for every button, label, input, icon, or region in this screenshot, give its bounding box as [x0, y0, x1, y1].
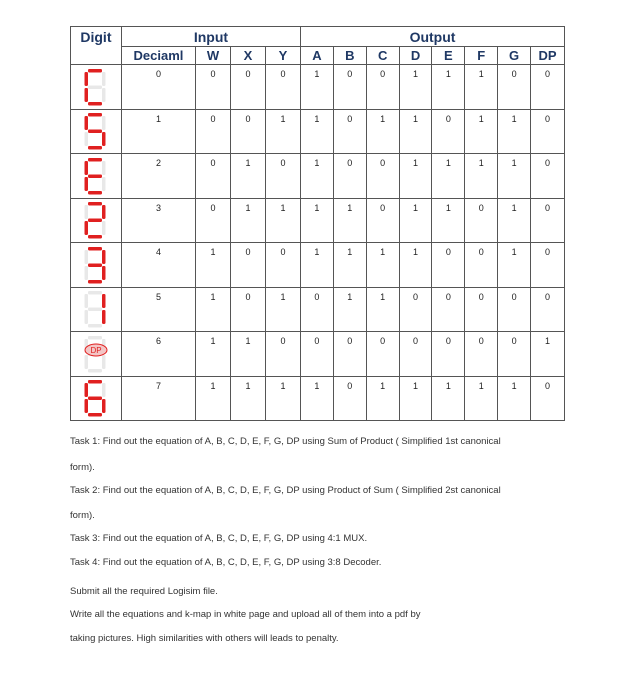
col-header-y: Y: [266, 47, 301, 65]
e-cell: 1: [432, 198, 465, 243]
dp-cell: 0: [531, 109, 565, 154]
col-header-g: G: [498, 47, 531, 65]
x-cell: 1: [231, 376, 266, 421]
e-cell: 0: [432, 287, 465, 332]
y-cell: 0: [266, 332, 301, 377]
segment-b: [102, 205, 106, 219]
segment-c: [102, 310, 106, 324]
f-cell: 1: [465, 65, 498, 110]
c-cell: 1: [366, 287, 399, 332]
g-cell: 0: [498, 332, 531, 377]
g-cell: 1: [498, 109, 531, 154]
g-cell: 0: [498, 287, 531, 332]
dp-cell: 0: [531, 376, 565, 421]
segment-d: [88, 369, 102, 373]
segment-a: [88, 202, 102, 206]
a-cell: 1: [301, 198, 334, 243]
segment-a: [88, 113, 102, 117]
segment-g: [88, 130, 102, 134]
w-cell: 1: [196, 287, 231, 332]
col-header-d: D: [399, 47, 432, 65]
col-header-c: C: [366, 47, 399, 65]
task-line: Task 1: Find out the equation of A, B, C, D, E, F, G, DP using Sum of Product ( Simplified 1st canonical: [70, 436, 501, 447]
digit-svg: [84, 156, 108, 196]
a-cell: 1: [301, 65, 334, 110]
segment-e: [84, 132, 88, 146]
b-cell: 0: [333, 376, 366, 421]
f-cell: 0: [465, 287, 498, 332]
segment-a: [88, 380, 102, 384]
task-line: Task 2: Find out the equation of A, B, C, D, E, F, G, DP using Product of Sum ( Simplified 2st canonical: [70, 485, 501, 496]
segment-f: [84, 72, 88, 86]
segment-f: [84, 116, 88, 130]
segment-c: [102, 266, 106, 280]
w-cell: 0: [196, 154, 231, 199]
a-cell: 0: [301, 287, 334, 332]
f-cell: 0: [465, 198, 498, 243]
b-cell: 0: [333, 154, 366, 199]
seven-segment-digit: [71, 109, 122, 154]
table-row: [71, 287, 565, 332]
b-cell: 1: [333, 243, 366, 288]
segment-b: [102, 294, 106, 308]
dp-cell: 0: [531, 65, 565, 110]
segment-b: [102, 383, 106, 397]
e-cell: 0: [432, 332, 465, 377]
col-header-f: F: [465, 47, 498, 65]
y-cell: 1: [266, 287, 301, 332]
d-cell: 0: [399, 287, 432, 332]
decimal-cell: 0: [121, 65, 195, 110]
w-cell: 0: [196, 109, 231, 154]
c-cell: 0: [366, 332, 399, 377]
e-cell: 0: [432, 109, 465, 154]
segment-g: [88, 85, 102, 89]
y-cell: 1: [266, 109, 301, 154]
segment-c: [102, 177, 106, 191]
f-cell: 1: [465, 109, 498, 154]
segment-a: [88, 69, 102, 73]
g-cell: 0: [498, 65, 531, 110]
table-row: [71, 243, 565, 288]
decimal-cell: 7: [121, 376, 195, 421]
task-line: Task 3: Find out the equation of A, B, C, D, E, F, G, DP using 4:1 MUX.: [70, 533, 368, 544]
x-cell: 0: [231, 109, 266, 154]
segment-e: [84, 399, 88, 413]
col-header-x: X: [231, 47, 266, 65]
g-cell: 1: [498, 154, 531, 199]
b-cell: 0: [333, 332, 366, 377]
segment-d: [88, 324, 102, 328]
seven-segment-digit: [71, 65, 122, 110]
digit-svg: [84, 245, 108, 285]
task-line: Write all the equations and k-map in white page and upload all of them into a pdf by: [70, 609, 421, 620]
dp-cell: 0: [531, 154, 565, 199]
g-cell: 1: [498, 198, 531, 243]
segment-g: [88, 174, 102, 178]
decimal-cell: 3: [121, 198, 195, 243]
segment-c: [102, 399, 106, 413]
dp-cell: 0: [531, 198, 565, 243]
e-cell: 1: [432, 65, 465, 110]
x-cell: 0: [231, 287, 266, 332]
table-row: [71, 109, 565, 154]
c-cell: 0: [366, 65, 399, 110]
col-header-w: W: [196, 47, 231, 65]
digit-svg: [84, 289, 108, 329]
x-cell: 0: [231, 65, 266, 110]
e-cell: 0: [432, 243, 465, 288]
dp-label: DP: [90, 345, 102, 355]
segment-c: [102, 355, 106, 369]
input-header: Input: [121, 27, 300, 47]
segment-d: [88, 280, 102, 284]
b-cell: 1: [333, 198, 366, 243]
segment-c: [102, 132, 106, 146]
dp-cell: 0: [531, 287, 565, 332]
b-cell: 0: [333, 65, 366, 110]
table-row: [71, 65, 565, 110]
f-cell: 0: [465, 332, 498, 377]
a-cell: 1: [301, 376, 334, 421]
y-cell: 0: [266, 154, 301, 199]
task-line: taking pictures. High similarities with others will leads to penalty.: [70, 633, 339, 644]
e-cell: 1: [432, 376, 465, 421]
segment-d: [88, 413, 102, 417]
segment-f: [84, 383, 88, 397]
d-cell: 1: [399, 243, 432, 288]
d-cell: 1: [399, 65, 432, 110]
seven-segment-digit: [71, 198, 122, 243]
y-cell: 1: [266, 376, 301, 421]
y-cell: 0: [266, 243, 301, 288]
w-cell: 0: [196, 65, 231, 110]
x-cell: 1: [231, 332, 266, 377]
segment-b: [102, 161, 106, 175]
seven-segment-digit: [71, 154, 122, 199]
segment-g: [88, 219, 102, 223]
segment-e: [84, 355, 88, 369]
dp-indicator: [85, 344, 107, 356]
decimal-cell: 6: [121, 332, 195, 377]
a-cell: 1: [301, 243, 334, 288]
y-cell: 1: [266, 198, 301, 243]
c-cell: 1: [366, 376, 399, 421]
a-cell: 0: [301, 332, 334, 377]
dp-cell: 1: [531, 332, 565, 377]
truth-table: [70, 26, 565, 421]
segment-d: [88, 102, 102, 106]
c-cell: 0: [366, 154, 399, 199]
seven-segment-digit: [71, 243, 122, 288]
decimal-cell: 1: [121, 109, 195, 154]
col-header-dp: DP: [531, 47, 565, 65]
decimal-cell: 2: [121, 154, 195, 199]
e-cell: 1: [432, 154, 465, 199]
seven-segment-digit: [71, 332, 122, 377]
x-cell: 0: [231, 243, 266, 288]
segment-g: [88, 397, 102, 401]
seven-segment-digit: [71, 287, 122, 332]
f-cell: 0: [465, 243, 498, 288]
c-cell: 1: [366, 243, 399, 288]
task-line: form).: [70, 510, 95, 521]
segment-f: [84, 205, 88, 219]
segment-f: [84, 250, 88, 264]
task-line: Submit all the required Logisim file.: [70, 586, 218, 597]
d-cell: 0: [399, 332, 432, 377]
d-cell: 1: [399, 109, 432, 154]
table-row: [71, 332, 565, 377]
x-cell: 1: [231, 198, 266, 243]
g-cell: 1: [498, 376, 531, 421]
table-row: [71, 198, 565, 243]
b-cell: 0: [333, 109, 366, 154]
task-line: form).: [70, 462, 95, 473]
seven-segment-digit: [71, 376, 122, 421]
a-cell: 1: [301, 109, 334, 154]
d-cell: 1: [399, 198, 432, 243]
digit-svg: [84, 200, 108, 240]
table-row: [71, 376, 565, 421]
decimal-cell: 4: [121, 243, 195, 288]
segment-g: [88, 263, 102, 267]
output-header: Output: [301, 27, 565, 47]
segment-e: [84, 177, 88, 191]
segment-f: [84, 294, 88, 308]
c-cell: 1: [366, 109, 399, 154]
col-header-e: E: [432, 47, 465, 65]
segment-b: [102, 250, 106, 264]
segment-e: [84, 88, 88, 102]
x-cell: 1: [231, 154, 266, 199]
d-cell: 1: [399, 154, 432, 199]
decimal-cell: 5: [121, 287, 195, 332]
table-row: [71, 154, 565, 199]
digit-svg: [84, 378, 108, 418]
col-header-decimal: Deciaml: [121, 47, 195, 65]
y-cell: 0: [266, 65, 301, 110]
digit-svg: [84, 111, 108, 151]
digit-header: Digit: [71, 27, 122, 65]
f-cell: 1: [465, 154, 498, 199]
segment-b: [102, 116, 106, 130]
dp-cell: 0: [531, 243, 565, 288]
w-cell: 1: [196, 243, 231, 288]
segment-a: [88, 336, 102, 340]
segment-f: [84, 161, 88, 175]
segment-g: [88, 308, 102, 312]
segment-e: [84, 221, 88, 235]
segment-a: [88, 247, 102, 251]
col-header-b: B: [333, 47, 366, 65]
w-cell: 1: [196, 332, 231, 377]
segment-d: [88, 235, 102, 239]
c-cell: 0: [366, 198, 399, 243]
b-cell: 1: [333, 287, 366, 332]
col-header-a: A: [301, 47, 334, 65]
d-cell: 1: [399, 376, 432, 421]
segment-a: [88, 158, 102, 162]
digit-svg: [84, 334, 108, 374]
segment-d: [88, 146, 102, 150]
segment-e: [84, 310, 88, 324]
f-cell: 1: [465, 376, 498, 421]
a-cell: 1: [301, 154, 334, 199]
task-line: Task 4: Find out the equation of A, B, C, D, E, F, G, DP using 3:8 Decoder.: [70, 557, 382, 568]
segment-e: [84, 266, 88, 280]
g-cell: 1: [498, 243, 531, 288]
segment-a: [88, 291, 102, 295]
segment-c: [102, 221, 106, 235]
digit-svg: [84, 67, 108, 107]
w-cell: 1: [196, 376, 231, 421]
segment-c: [102, 88, 106, 102]
segment-d: [88, 191, 102, 195]
w-cell: 0: [196, 198, 231, 243]
segment-b: [102, 72, 106, 86]
